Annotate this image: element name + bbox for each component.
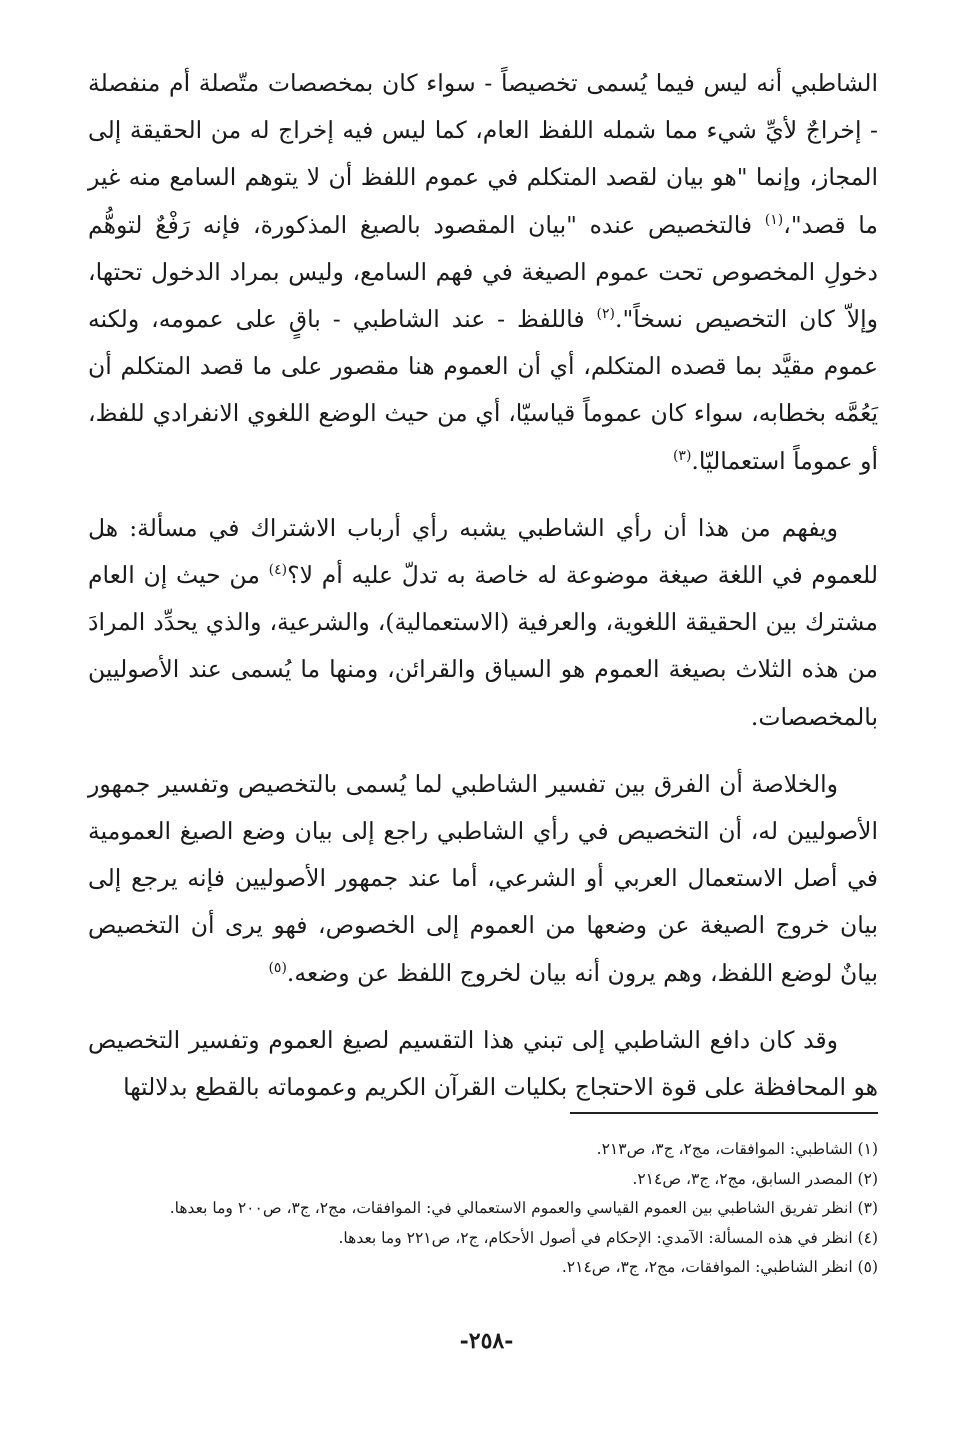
footnote-2: (٢) المصدر السابق، مج٢، ج٣، ص٢١٤. (632, 1169, 878, 1188)
footnote-ref-3: (٣) (672, 447, 692, 464)
footnote-ref-2: (٢) (596, 306, 615, 323)
footnote-4: (٤) انظر في هذه المسألة: الآمدي: الإحكام في أصول الأحكام، ج٢، ص٢٢١ وما بعدها. (338, 1228, 878, 1247)
footnote-3: (٣) انظر تفريق الشاطبي بين العموم القياسي والعموم الاستعمالي في: الموافقات، مج٢، ج٣، ص٢٠٠ وما بعدها. (169, 1199, 878, 1217)
paragraph-1: الشاطبي أنه ليس فيما يُسمى تخصيصاً - سواء كان بمخصصات متّصلة أم منفصلة - إخراجٌ لأيِّ شيء مما شمله اللفظ العام، كما ليس فيه إخراج له من الحقيقة إلى المجاز، وإنما "هو بيان لقصد المتكلم في عموم اللفظ أن لا يتوهم السامع منه غير ما قصد"،$^{(١)}$ فالتخصيص عنده "بيان المقصود بالصيغ المذكورة، فإنه رَفْعٌ لتوهُّم دخولِ المخصوص تحت عموم الصيغة في فهم السامع، وليس بمراد الدخول تحتها، وإلاّ كان التخصيص نسخاً".$^{(٢)}$ فاللفظ - عند الشاطبي - باقٍ على عمومه، ولكنه عموم مقيَّد بما قصده المتكلم، أي أن العموم هنا مقصور على ما قصد المتكلم أن يَعُمَّه بخطابه، سواء كان عموماً قياسيّا، أي من حيث الوضع اللغوي الانفرادي للفظ، أو عموماً استعماليّا.$^{(٣)}$ (88, 69, 879, 475)
paragraph-2: ويفهم من هذا أن رأي الشاطبي يشبه رأي أرباب الاشتراك في مسألة: هل للعموم في اللغة صيغة موضوعة له خاصة به تدلّ عليه أم لا؟$^{(٤)}$ من حيث إن العام مشترك بين الحقيقة اللغوية، والعرفية (الاستعمالية)، والشرعية، والذي يحدِّد المرادَ من هذه الثلاث بصيغة العموم هو السياق والقرائن، ومنها ما يُسمى عند الأصوليين بالمخصصات. (88, 513, 878, 731)
paragraph-4: وقد كان دافع الشاطبي إلى تبني هذا التقسيم لصيغ العموم وتفسير التخصيص هو المحافظة على قوة الاحتجاج بكليات القرآن الكريم وعموماته بالقطع بدلالتها (88, 1025, 878, 1102)
footnote-5: (٥) انظر الشاطبي: الموافقات، مج٢، ج٣، ص٢١٤. (561, 1258, 878, 1276)
page-number: -٢٥٨- (459, 1328, 514, 1354)
footnote-ref-5: (٥) (268, 959, 287, 976)
paragraph-3: والخلاصة أن الفرق بين تفسير الشاطبي لما يُسمى بالتخصيص وتفسير جمهور الأصوليين له، أن التخصيص في رأي الشاطبي راجع إلى بيان وضع الصيغ العمومية في أصل الاستعمال العربي أو الشرعي، أما عند جمهور الأصوليين فإنه يرجع إلى بيان خروج الصيغة عن وضعها من العموم إلى الخصوص، فهو يرى أن التخصيص بيانٌ لوضع اللفظ، وهم يرون أنه بيان لخروج اللفظ عن وضعه.$^{(٥)}$ (88, 769, 878, 987)
footnote-1: (١) الشاطبي: الموافقات، مج٢، ج٣، ص٢١٣. (596, 1140, 878, 1158)
footnote-separator (570, 1112, 878, 1114)
main-text (88, 60, 878, 1111)
footnote-ref-4: (٤) (268, 562, 288, 579)
footnotes (88, 1135, 878, 1283)
footnote-ref-1: (١) (764, 211, 784, 228)
